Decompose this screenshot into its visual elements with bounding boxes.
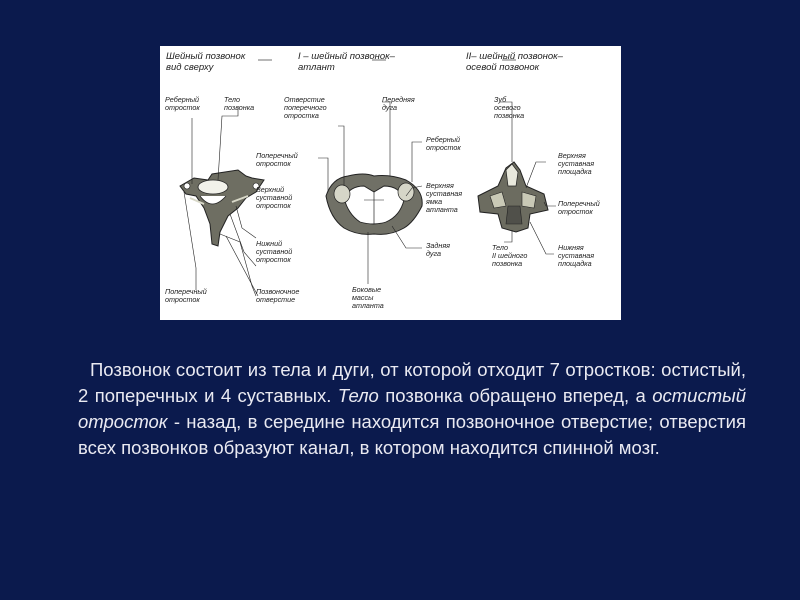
label-inferior-articular-surface: Нижняя суставная площадка [558,243,595,268]
header-axis: II– шейный позвонок– осевой позвонок [466,51,563,73]
label-anterior-arch: Передняя дуга [382,95,415,112]
label-transverse-process-3: Поперечный отросток [558,199,600,216]
vertebrae-illustration [160,46,621,320]
paragraph-italic-spinous-process: остистый отросток [78,384,747,432]
atlas-drawing [326,174,422,234]
label-lateral-masses: Боковые массы атланта [352,285,384,310]
label-transverse-process-1: Поперечный отросток [165,287,207,304]
label-superior-articular-process: Верхний суставной отросток [256,185,293,210]
label-rib-process-1: Реберный отросток [165,95,200,112]
label-vertebra-body-1: Тело позвонка [224,95,255,112]
paragraph-italic-body: Тело [337,384,379,406]
label-superior-articular-surface: Верхняя суставная площадка [558,151,595,176]
paragraph-text-2: позвонка обращено вперед, а [378,384,653,406]
label-rib-process-2: Реберный отросток [426,135,461,152]
vertebrae-figure [160,46,621,320]
label-transverse-foramen: Отверстие поперечного отростка [284,95,327,120]
label-transverse-process-2: Поперечный отросток [256,151,298,168]
label-vertebral-foramen: Позвоночное отверстие [256,287,300,304]
label-superior-articular-fossa: Верхняя суставная ямка атланта [426,181,463,214]
label-posterior-arch: Задняя дуга [426,241,451,258]
label-axis-body: Тело II шейного позвонка [492,243,528,268]
header-atlas: I – шейный позвонок– атлант [298,51,395,73]
paragraph-text-1: Позвонок состоит из тела и дуги, от которой отходит 7 отростков: остистый, 2 поперечных и 4 суставных. [78,358,746,406]
label-inferior-articular-process: Нижний суставной отросток [256,239,293,264]
description-paragraph [78,357,746,462]
label-dens: Зуб осевого позвонка [494,95,525,120]
header-cervical-vertebra: Шейный позвонок вид сверху [166,51,246,73]
axis-drawing [478,162,548,232]
paragraph-text-3: - назад, в середине находится позвоночное отверстие; отверстия всех позвонков образуют канал, в котором находится спинной мозг. [78,410,746,459]
